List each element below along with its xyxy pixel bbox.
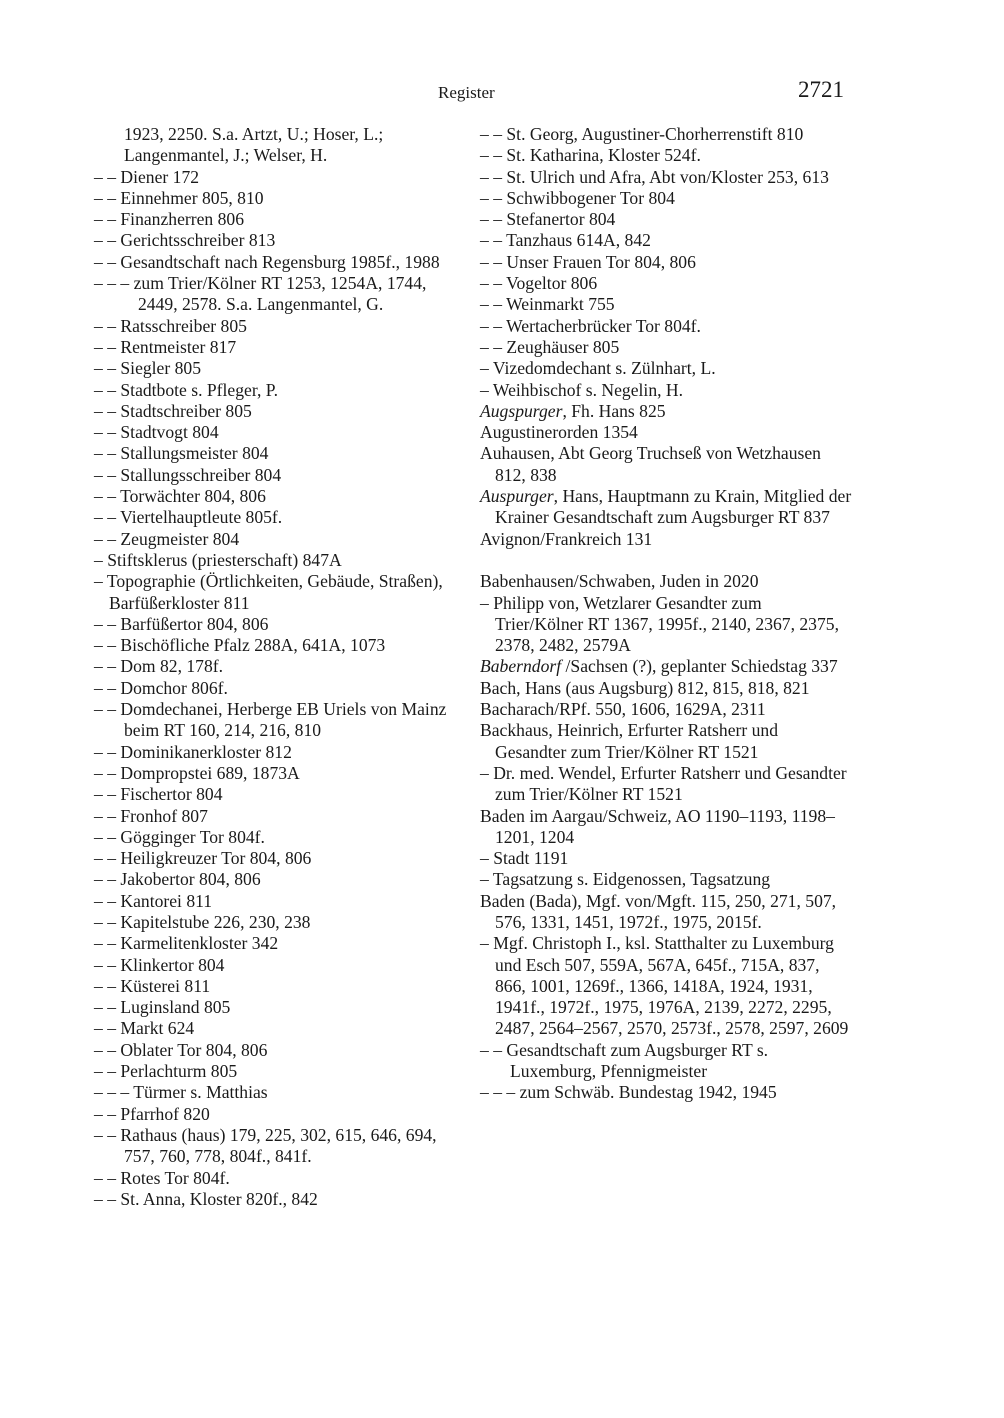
- entry-text: 1923, 2250. S.a. Artzt, U.; Hoser, L.; Langenmantel, J.; Welser, H.: [124, 124, 384, 166]
- entry-dash: – –: [94, 954, 121, 975]
- index-entry: [480, 380, 852, 401]
- index-entry: [480, 763, 852, 806]
- index-entry: [94, 380, 466, 401]
- entry-text: Rathaus (haus) 179, 225, 302, 615, 646, 694, 757, 760, 778, 804f., 841f.: [120, 1124, 437, 1167]
- entry-text: Stallungsschreiber 804: [120, 464, 282, 485]
- entry-dash: – –: [94, 251, 121, 272]
- index-entry: [480, 848, 852, 869]
- entry-dash: – –: [94, 230, 121, 251]
- entry-dash: – –: [480, 209, 507, 230]
- entry-text: Stadtschreiber 805: [120, 400, 252, 421]
- entry-dash: –: [94, 571, 107, 592]
- section-gap: [480, 550, 852, 571]
- entry-text: Gesandtschaft nach Regensburg 1985f., 1988: [120, 251, 440, 272]
- entry-dash: – –: [94, 635, 121, 656]
- entry-dash: – –: [94, 997, 121, 1018]
- entry-text: Dom 82, 178f.: [120, 656, 224, 677]
- entry-dash: – –: [94, 1061, 121, 1082]
- index-entry: [480, 486, 852, 529]
- index-entry: [94, 784, 466, 805]
- entry-dash: – –: [94, 613, 121, 634]
- index-entry: [480, 337, 852, 358]
- entry-dash: – –: [94, 933, 121, 954]
- entry-text: Baden im Aargau/Schweiz, AO 1190–1193, 1198–1201, 1204: [480, 805, 835, 847]
- index-entry: [94, 614, 466, 635]
- entry-text: St. Anna, Kloster 820f., 842: [120, 1188, 318, 1209]
- entry-dash: – –: [480, 251, 507, 272]
- index-entry: [480, 422, 852, 443]
- index-entry: [480, 571, 852, 592]
- entry-text: Unser Frauen Tor 804, 806: [506, 251, 696, 272]
- entry-dash: – –: [94, 1018, 121, 1039]
- entry-text: Küsterei 811: [120, 975, 211, 996]
- page-number: 2721: [798, 77, 844, 102]
- index-entry: [480, 401, 852, 422]
- index-entry: [94, 571, 466, 614]
- entry-dash: – – –: [480, 1082, 520, 1103]
- entry-dash: – –: [480, 315, 507, 336]
- entry-dash: –: [94, 549, 108, 570]
- entry-dash: – –: [480, 124, 507, 144]
- index-entry: [480, 678, 852, 699]
- index-entry: [94, 656, 466, 677]
- index-entry: [480, 188, 852, 209]
- index-entry: [94, 486, 466, 507]
- index-entry: [94, 955, 466, 976]
- entry-dash: –: [480, 379, 493, 400]
- index-entry: [94, 869, 466, 890]
- entry-text: Domchor 806f.: [120, 677, 228, 698]
- entry-text: Babenhausen/Schwaben, Juden in 2020: [480, 571, 759, 592]
- index-entry: [94, 1061, 466, 1082]
- index-entry: [94, 230, 466, 251]
- entry-dash: – –: [480, 336, 507, 357]
- entry-text: Zeughäuser 805: [506, 336, 620, 357]
- entry-text: Bach, Hans (aus Augsburg) 812, 815, 818, 821: [480, 677, 810, 698]
- index-entry: [94, 1018, 466, 1039]
- entry-text: Baden (Bada), Mgf. von/Mgft. 115, 250, 271, 507, 576, 1331, 1451, 1972f., 1975, 2015f.: [480, 890, 837, 932]
- entry-text: Zeugmeister 804: [120, 528, 240, 549]
- entry-text: Klinkertor 804: [120, 954, 225, 975]
- index-entry: [480, 252, 852, 273]
- entry-text: Ratsschreiber 805: [120, 315, 247, 336]
- index-entry: [94, 1104, 466, 1125]
- index-entry: [94, 209, 466, 230]
- entry-dash: – –: [94, 890, 121, 911]
- index-entry: [480, 656, 852, 677]
- index-entry: [94, 1125, 466, 1168]
- entry-text: Gesandtschaft zum Augsburger RT s. Luxemburg, Pfennigmeister: [506, 1039, 769, 1082]
- entry-text: Pfarrhof 820: [120, 1103, 210, 1124]
- entry-text: Mgf. Christoph I., ksl. Statthalter zu Luxemburg und Esch 507, 559A, 567A, 645f., 715A, 837, 866, 1001, 1269f., 1366, 1418A, 1924, 1931, 1941f., 1972f., 1975, 1976A, 2139, 2272, 2295, 2487, 2564–2567, 2570, 2573f., 2578, 2597, 2609: [493, 933, 849, 1039]
- entry-text: Bischöfliche Pfalz 288A, 641A, 1073: [120, 635, 386, 656]
- entry-dash: – –: [94, 464, 121, 485]
- entry-dash: – –: [94, 1124, 121, 1145]
- entry-text: Viertelhauptleute 805f.: [120, 507, 283, 528]
- index-entry: [480, 891, 852, 934]
- entry-text: Fronhof 807: [120, 805, 208, 826]
- entry-dash: – –: [480, 166, 507, 187]
- entry-dash: – –: [94, 379, 121, 400]
- entry-italic-name: Baberndorf: [480, 656, 562, 677]
- entry-text: Tanzhaus 614A, 842: [506, 230, 651, 251]
- entry-text: Gerichtsschreiber 813: [120, 230, 276, 251]
- entry-text: Bacharach/RPf. 550, 1606, 1629A, 2311: [480, 699, 766, 720]
- entry-text: Stadt 1191: [493, 848, 569, 869]
- index-entry: [94, 891, 466, 912]
- entry-text: Philipp von, Wetzlarer Gesandter zum Trier/Kölner RT 1367, 1995f., 2140, 2367, 2375, 2378, 2482, 2579A: [493, 592, 839, 656]
- entry-italic-name: Auspurger: [480, 486, 554, 507]
- entry-dash: – –: [94, 209, 121, 230]
- index-entry: [480, 1082, 852, 1103]
- index-entry: [480, 316, 852, 337]
- entry-dash: – – –: [94, 273, 134, 294]
- index-entry: [94, 763, 466, 784]
- index-entry: [94, 1040, 466, 1061]
- entry-text: Barfüßertor 804, 806: [120, 613, 269, 634]
- entry-text: Vogeltor 806: [506, 273, 598, 294]
- entry-text: Stadtvogt 804: [120, 422, 219, 443]
- index-entry: [480, 869, 852, 890]
- index-entry: [94, 422, 466, 443]
- entry-text: Dr. med. Wendel, Erfurter Ratsherr und Gesandter zum Trier/Kölner RT 1521: [493, 762, 847, 805]
- index-entry: [94, 188, 466, 209]
- index-entry: [480, 529, 852, 550]
- index-entry: [94, 699, 466, 742]
- index-entry: [94, 443, 466, 464]
- entry-text: Stiftsklerus (priesterschaft) 847A: [107, 549, 342, 570]
- index-entry: [480, 209, 852, 230]
- index-entry: [94, 358, 466, 379]
- entry-dash: –: [480, 848, 494, 869]
- index-entry: [94, 401, 466, 422]
- index-entry: [94, 742, 466, 763]
- entry-text: Torwächter 804, 806: [120, 486, 266, 507]
- index-entry: [480, 167, 852, 188]
- entry-dash: – –: [94, 443, 121, 464]
- entry-italic-name: Augspurger: [480, 400, 563, 421]
- entry-text: St. Ulrich und Afra, Abt von/Kloster 253, 613: [506, 166, 829, 187]
- right-index-column: [480, 124, 852, 1104]
- entry-dash: – –: [94, 400, 121, 421]
- entry-dash: – –: [480, 294, 507, 315]
- entry-text: Markt 624: [120, 1018, 195, 1039]
- entry-dash: – – –: [94, 1082, 134, 1103]
- entry-dash: – –: [94, 741, 121, 762]
- index-entry: [480, 806, 852, 849]
- index-entry: [480, 273, 852, 294]
- index-entry: [94, 635, 466, 656]
- entry-text: Augustinerorden 1354: [480, 422, 638, 443]
- index-entry: [94, 252, 466, 273]
- index-entry: [94, 1082, 466, 1103]
- entry-text: Luginsland 805: [120, 997, 231, 1018]
- entry-dash: – –: [480, 230, 507, 251]
- entry-text: Tagsatzung s. Eidgenossen, Tagsatzung: [492, 869, 771, 890]
- entry-dash: – –: [94, 507, 121, 528]
- index-entry: [94, 848, 466, 869]
- entry-dash: – –: [94, 486, 121, 507]
- index-entry: [94, 933, 466, 954]
- entry-text: Finanzherren 806: [120, 209, 244, 230]
- entry-text: Avignon/Frankreich 131: [480, 528, 653, 549]
- entry-dash: – –: [94, 1103, 121, 1124]
- index-entry: [480, 230, 852, 251]
- entry-dash: – –: [94, 166, 121, 187]
- index-entry: [480, 699, 852, 720]
- entry-text: Kantorei 811: [120, 890, 213, 911]
- index-entry: [94, 167, 466, 188]
- entry-dash: – –: [94, 699, 121, 720]
- index-entry: [94, 465, 466, 486]
- entry-dash: – –: [94, 805, 121, 826]
- entry-dash: – –: [94, 869, 121, 890]
- entry-text: Kapitelstube 226, 230, 238: [120, 911, 311, 932]
- entry-text: Dompropstei 689, 1873A: [120, 762, 300, 783]
- entry-dash: – –: [94, 911, 121, 932]
- entry-text: Schwibbogener Tor 804: [506, 187, 675, 208]
- index-entry: [94, 678, 466, 699]
- entry-text: St. Georg, Augustiner-Chorherrenstift 810: [506, 124, 804, 144]
- entry-text: Vizedomdechant s. Zülnhart, L.: [492, 358, 716, 379]
- entry-dash: – –: [94, 677, 121, 698]
- entry-dash: – –: [94, 187, 121, 208]
- index-entry: [94, 1189, 466, 1210]
- index-entry: [480, 443, 852, 486]
- entry-text: Auhausen, Abt Georg Truchseß von Wetzhausen 812, 838: [480, 443, 821, 485]
- entry-dash: – –: [480, 187, 507, 208]
- entry-text: Domdechanei, Herberge EB Uriels von Mainz beim RT 160, 214, 216, 810: [120, 699, 447, 741]
- entry-dash: – –: [94, 1039, 121, 1060]
- index-entry: [94, 976, 466, 997]
- entry-text: , Fh. Hans 825: [562, 400, 666, 421]
- entry-text: Stallungsmeister 804: [120, 443, 269, 464]
- index-entry: [94, 507, 466, 528]
- entry-text: Heiligkreuzer Tor 804, 806: [120, 848, 312, 869]
- entry-dash: –: [480, 358, 493, 379]
- entry-text: Rentmeister 817: [120, 336, 237, 357]
- index-entry: [94, 806, 466, 827]
- entry-dash: – –: [480, 1039, 507, 1060]
- index-entry: [94, 124, 466, 167]
- running-head: Register: [438, 83, 495, 102]
- entry-text: zum Trier/Kölner RT 1253, 1254A, 1744, 2449, 2578. S.a. Langenmantel, G.: [133, 273, 427, 315]
- entry-text: Dominikanerkloster 812: [120, 741, 292, 762]
- index-entry: [94, 997, 466, 1018]
- entry-dash: – –: [94, 422, 121, 443]
- index-entry: [480, 933, 852, 1039]
- entry-text: Oblater Tor 804, 806: [120, 1039, 268, 1060]
- index-entry: [480, 145, 852, 166]
- entry-text: Diener 172: [120, 166, 200, 187]
- index-entry: [480, 593, 852, 657]
- entry-dash: – –: [94, 848, 121, 869]
- entry-dash: –: [480, 762, 494, 783]
- entry-text: Einnehmer 805, 810: [120, 187, 264, 208]
- entry-text: zum Schwäb. Bundestag 1942, 1945: [519, 1082, 777, 1103]
- index-entry: [480, 1040, 852, 1083]
- entry-text: Jakobertor 804, 806: [120, 869, 261, 890]
- entry-dash: – –: [480, 145, 507, 166]
- entry-dash: – –: [94, 784, 121, 805]
- index-entry: [94, 316, 466, 337]
- entry-text: Rotes Tor 804f.: [120, 1167, 230, 1188]
- entry-text: Stadtbote s. Pfleger, P.: [120, 379, 279, 400]
- entry-text: Weinmarkt 755: [506, 294, 615, 315]
- entry-text: Stefanertor 804: [506, 209, 616, 230]
- entry-dash: –: [480, 592, 494, 613]
- entry-dash: – –: [480, 273, 507, 294]
- entry-text: Topographie (Örtlichkeiten, Gebäude, Straßen), Barfüßerkloster 811: [106, 571, 443, 613]
- entry-text: Weihbischof s. Negelin, H.: [492, 379, 684, 400]
- entry-text: Wertacherbrücker Tor 804f.: [506, 315, 701, 336]
- index-entry: [94, 912, 466, 933]
- entry-dash: – –: [94, 358, 121, 379]
- entry-dash: – –: [94, 315, 121, 336]
- index-entry: [94, 337, 466, 358]
- entry-text: Backhaus, Heinrich, Erfurter Ratsherr und Gesandter zum Trier/Kölner RT 1521: [480, 720, 779, 762]
- index-entry: [94, 827, 466, 848]
- entry-text: Karmelitenkloster 342: [120, 933, 279, 954]
- index-entry: [94, 1168, 466, 1189]
- entry-dash: –: [480, 869, 493, 890]
- entry-text: /Sachsen (?), geplanter Schiedstag 337: [561, 656, 838, 677]
- entry-dash: – –: [94, 336, 121, 357]
- entry-text: St. Katharina, Kloster 524f.: [506, 145, 701, 166]
- left-index-column: [94, 124, 466, 1210]
- index-entry: [480, 358, 852, 379]
- entry-dash: – –: [94, 656, 121, 677]
- index-entry: [94, 550, 466, 571]
- entry-dash: – –: [94, 528, 121, 549]
- entry-text: Perlachturm 805: [120, 1061, 238, 1082]
- index-entry: [480, 720, 852, 763]
- entry-dash: – –: [94, 762, 121, 783]
- index-entry: [94, 273, 466, 316]
- entry-dash: – –: [94, 1188, 121, 1209]
- index-entry: [480, 294, 852, 315]
- entry-text: Gögginger Tor 804f.: [120, 826, 265, 847]
- index-entry: [94, 529, 466, 550]
- index-entry: [480, 124, 852, 145]
- entry-dash: – –: [94, 1167, 121, 1188]
- entry-text: Siegler 805: [120, 358, 202, 379]
- entry-text: Türmer s. Matthias: [133, 1082, 268, 1103]
- entry-dash: – –: [94, 826, 121, 847]
- entry-text: , Hans, Hauptmann zu Krain, Mitglied der Krainer Gesandtschaft zum Augsburger RT 837: [495, 486, 852, 528]
- entry-text: Fischertor 804: [120, 784, 223, 805]
- entry-dash: – –: [94, 975, 121, 996]
- entry-dash: –: [480, 933, 494, 954]
